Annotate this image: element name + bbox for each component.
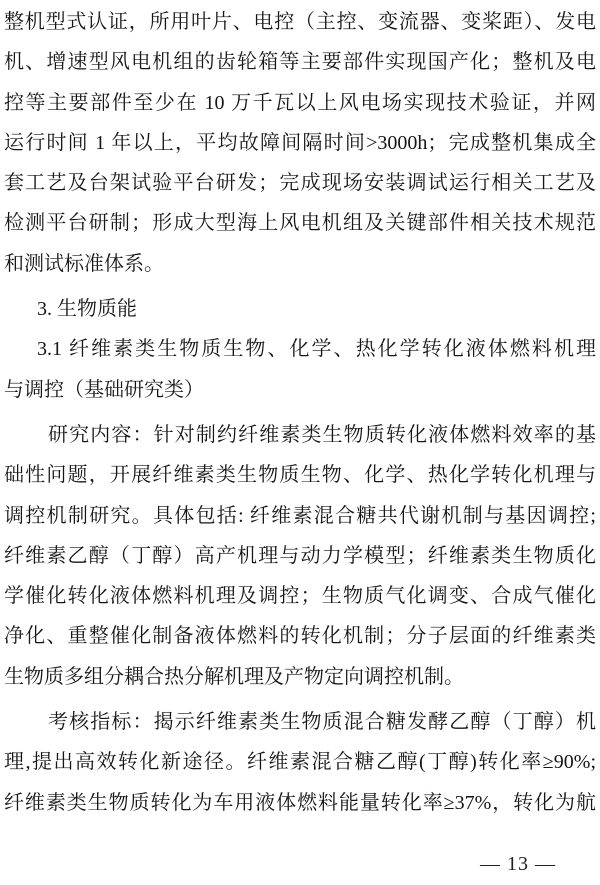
document-line: 运行时间 1 年以上，平均故障间隔时间>3000h；完成整机集成全 xyxy=(4,131,596,154)
document-line: 纤维素乙醇（丁醇）高产机理与动力学模型；纤维素类生物质化 xyxy=(4,544,596,567)
document-line: 调控机制研究。具体包括: 纤维素混合糖共代谢机制与基因调控; xyxy=(4,504,596,527)
document-line: 考核指标：揭示纤维素类生物质混合糖发酵乙醇（丁醇）机 xyxy=(48,711,596,734)
document-line: 理,提出高效转化新途径。纤维素混合糖乙醇(丁醇)转化率≥90%; xyxy=(4,751,596,774)
document-line: 研究内容：针对制约纤维素类生物质转化液体燃料效率的基 xyxy=(48,423,596,446)
document-line: 3.1 纤维素类生物质生物、化学、热化学转化液体燃料机理 xyxy=(37,338,596,361)
document-line: 学催化转化液体燃料机理及调控；生物质气化调变、合成气催化 xyxy=(4,585,596,608)
document-line: 整机型式认证，所用叶片、电控（主控、变流器、变桨距）、发电 xyxy=(4,11,596,33)
document-line: 控等主要部件至少在 10 万千瓦以上风电场实现技术验证，并网 xyxy=(4,91,596,114)
document-line: 3. 生物质能 xyxy=(37,298,137,321)
document-line: 纤维素类生物质转化为车用液体燃料能量转化率≥37%，转化为航 xyxy=(4,791,596,814)
page-footer xyxy=(480,852,556,876)
document-line: 础性问题，开展纤维素类生物质生物、化学、热化学转化机理与 xyxy=(4,464,596,487)
document-line: 净化、重整催化制备液体燃料的转化机制；分子层面的纤维素类 xyxy=(4,625,596,648)
document-body xyxy=(4,2,596,823)
document-line: 生物质多组分耦合热分解机理及产物定向调控机制。 xyxy=(4,665,464,688)
document-line: 机、增速型风电机组的齿轮箱等主要部件实现国产化；整机及电 xyxy=(4,51,596,74)
document-line: 与调控（基础研究类） xyxy=(4,378,204,401)
page-number: — 13 — xyxy=(480,853,556,875)
document-line: 检测平台研制；形成大型海上风电机组及关键部件相关技术规范 xyxy=(4,212,596,235)
document-line: 套工艺及台架试验平台研发；完成现场安装调试运行相关工艺及 xyxy=(4,172,596,195)
document-line: 和测试标准体系。 xyxy=(4,252,164,275)
